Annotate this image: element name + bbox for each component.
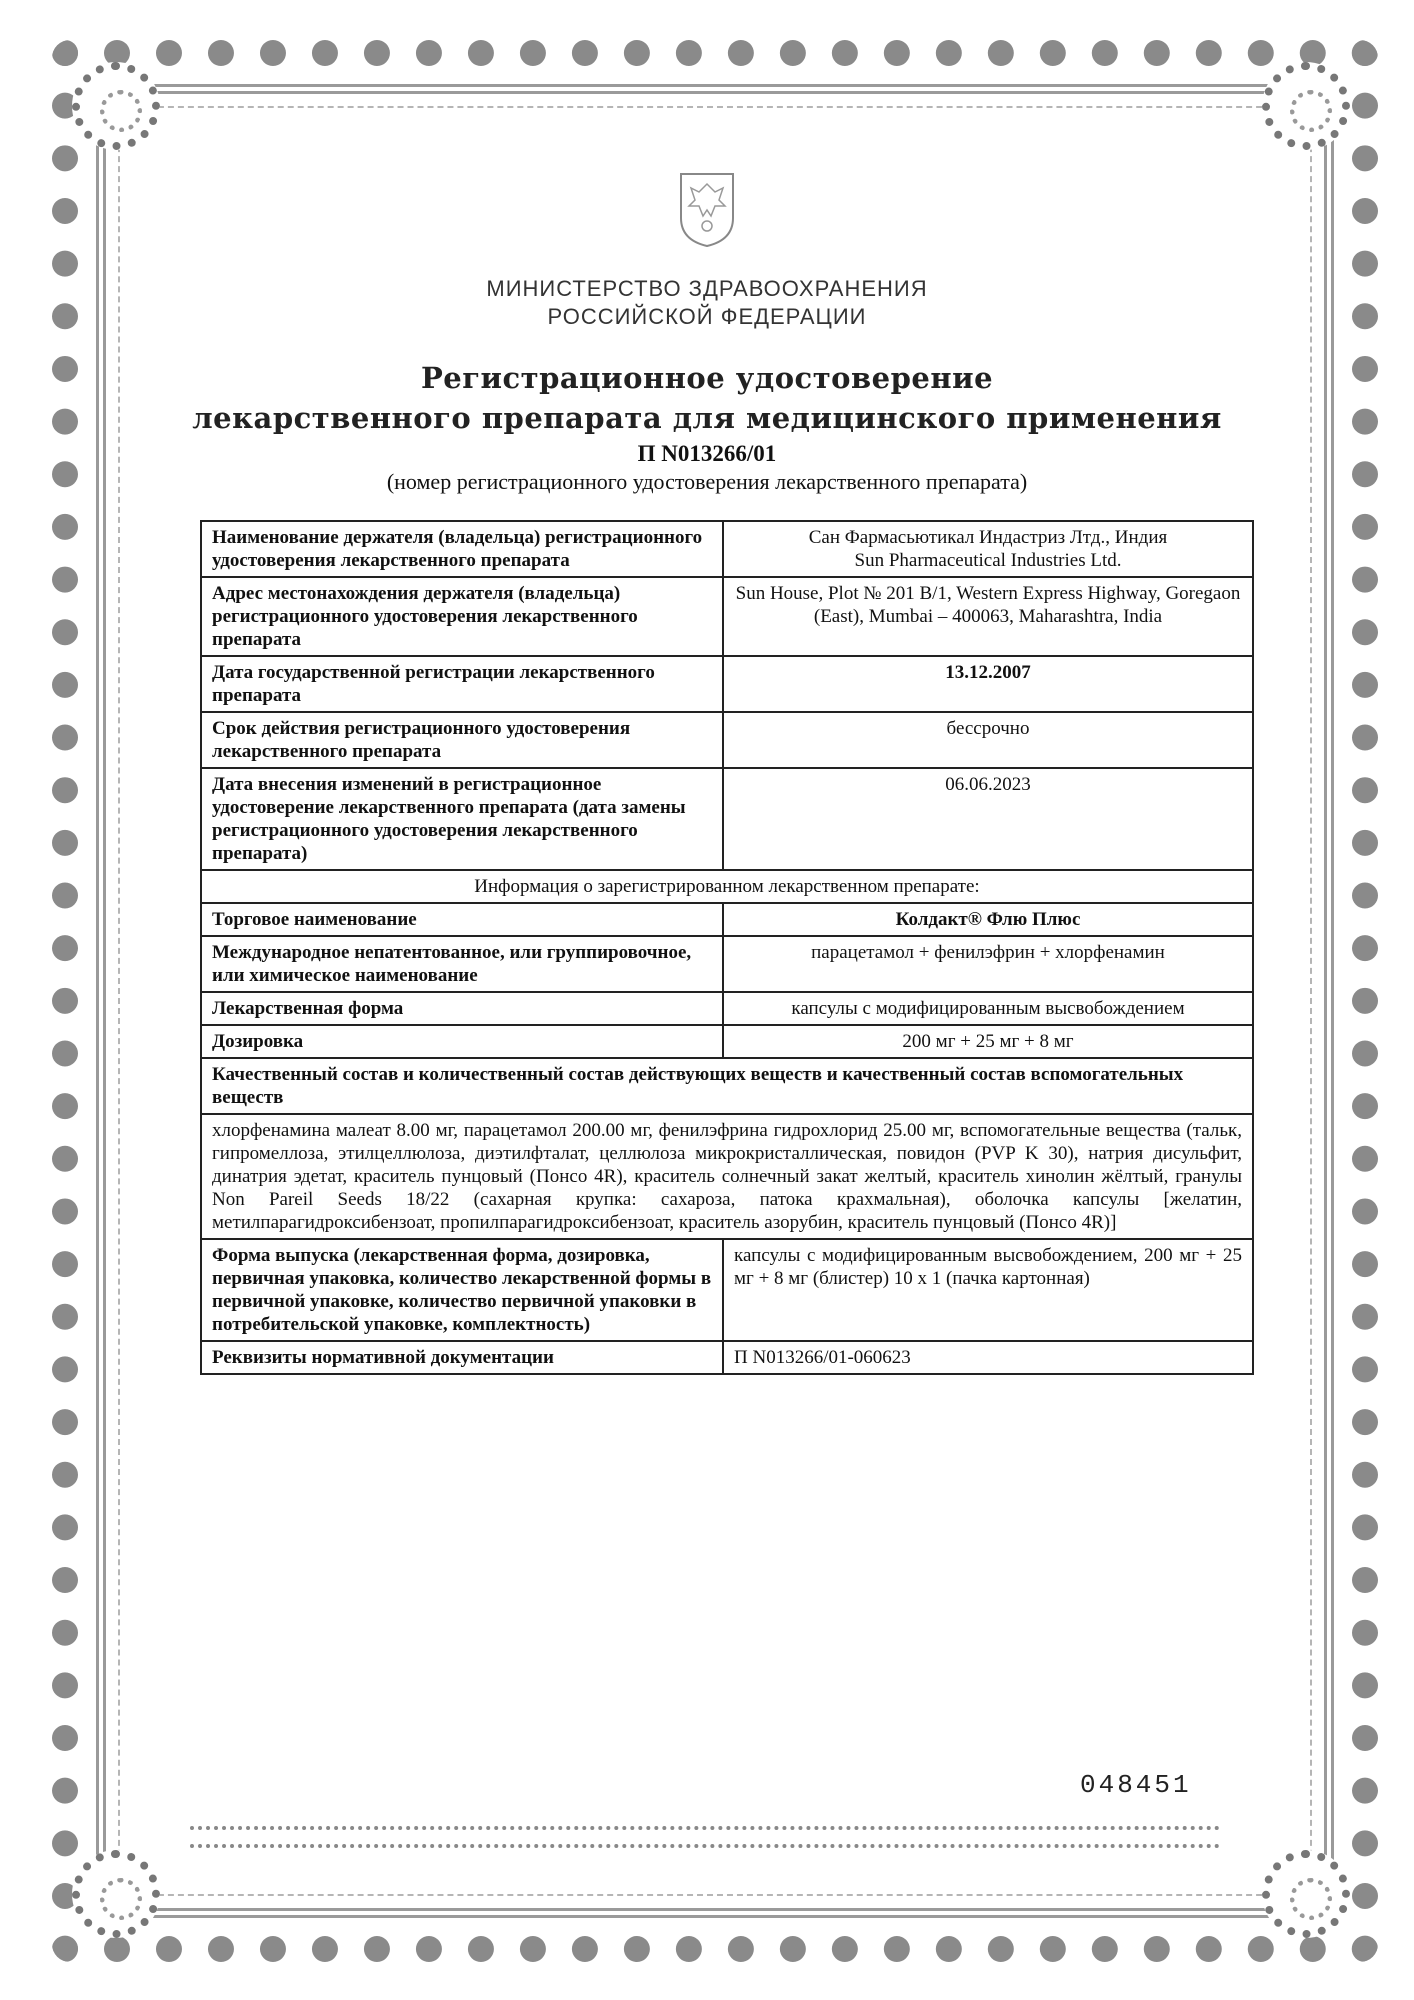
corner-rosette-icon bbox=[72, 62, 160, 150]
validity-label: Срок действия регистрационного удостоверения лекарственного препарата bbox=[201, 712, 723, 768]
form-value: капсулы с модифицированным высвобождением bbox=[723, 992, 1253, 1025]
inn-value: парацетамол + фенилэфрин + хлорфенамин bbox=[723, 936, 1253, 992]
holder-value bbox=[723, 521, 1253, 577]
registration-number-caption: (номер регистрационного удостоверения лекарственного препарата) bbox=[386, 469, 1028, 494]
table-row-change-date bbox=[201, 768, 1253, 870]
registration-number: П N013266/01 bbox=[637, 441, 777, 466]
corner-rosette-icon bbox=[1262, 1850, 1350, 1938]
change-date-value: 06.06.2023 bbox=[723, 768, 1253, 870]
trade-name-label: Торговое наименование bbox=[201, 903, 723, 936]
holder-name-ru: Сан Фармасьютикал Индастриз Лтд., Индия bbox=[808, 527, 1168, 548]
inn-label: Международное непатентованное, или группировочное, или химическое наименование bbox=[201, 936, 723, 992]
composition-value: хлорфенамина малеат 8.00 мг, парацетамол 200.00 мг, фенилэфрина гидрохлорид 25.00 мг, вспомогательные вещества (тальк, гипромеллоза, этилцеллюлоза, диэтилфталат, целлюлоза микрокристаллическая, повидон (PVP K 30), натрия дисульфит, динатрия эдетат, краситель пунцовый (Понсо 4R), краситель солнечный закат желтый, краситель хинолин жёлтый, гранулы Non Pareil Seeds 18/22 (сахарная крупка: сахароза, патока крахмальная), оболочка капсулы [желатин, метилпарагидроксибензоат, пропилпарагидроксибензоат, краситель азорубин, краситель пунцовый (Понсо 4R)] bbox=[201, 1114, 1253, 1239]
form-label: Лекарственная форма bbox=[201, 992, 723, 1025]
info-section-header: Информация о зарегистрированном лекарственном препарате: bbox=[201, 870, 1253, 903]
document-title-line2: лекарственного препарата для медицинского применения bbox=[192, 401, 1222, 435]
table-row-info-header bbox=[201, 870, 1253, 903]
corner-rosette-icon bbox=[1262, 62, 1350, 150]
table-row-release-form bbox=[201, 1239, 1253, 1341]
table-row-composition-value bbox=[201, 1114, 1253, 1239]
holder-name-en: Sun Pharmaceutical Industries Ltd. bbox=[854, 550, 1122, 571]
microtext-band bbox=[190, 1826, 1220, 1848]
table-row-address bbox=[201, 577, 1253, 656]
dosage-label: Дозировка bbox=[201, 1025, 723, 1058]
normative-label: Реквизиты нормативной документации bbox=[201, 1341, 723, 1374]
validity-value: бессрочно bbox=[723, 712, 1253, 768]
table-row-normative bbox=[201, 1341, 1253, 1374]
table-row-inn bbox=[201, 936, 1253, 992]
table-row-reg-date bbox=[201, 656, 1253, 712]
release-form-value: капсулы с модифицированным высвобождением, 200 мг + 25 мг + 8 мг (блистер) 10 x 1 (пачка картонная) bbox=[723, 1239, 1253, 1341]
reg-date-value: 13.12.2007 bbox=[723, 656, 1253, 712]
document-title-line1: Регистрационное удостоверение bbox=[420, 361, 994, 395]
dosage-value: 200 мг + 25 мг + 8 мг bbox=[723, 1025, 1253, 1058]
change-date-label: Дата внесения изменений в регистрационное удостоверение лекарственного препарата (дата замены регистрационного удостоверения лекарственного препарата) bbox=[201, 768, 723, 870]
reg-date-label: Дата государственной регистрации лекарственного препарата bbox=[201, 656, 723, 712]
holder-label: Наименование держателя (владельца) регистрационного удостоверения лекарственного препарата bbox=[201, 521, 723, 577]
ministry-name-line1: МИНИСТЕРСТВО ЗДРАВООХРАНЕНИЯ bbox=[486, 276, 928, 301]
coat-of-arms-icon bbox=[677, 170, 737, 248]
address-value: Sun House, Plot № 201 B/1, Western Express Highway, Goregaon (East), Mumbai – 400063, Maharashtra, India bbox=[723, 577, 1253, 656]
certificate-table bbox=[200, 520, 1254, 1375]
composition-label: Качественный состав и количественный состав действующих веществ и качественный состав вспомогательных веществ bbox=[201, 1058, 1253, 1114]
table-row-composition-label bbox=[201, 1058, 1253, 1114]
release-form-label: Форма выпуска (лекарственная форма, дозировка, первичная упаковка, количество лекарственной формы в первичной упаковке, количество первичной упаковки в потребительской упаковке, комплектность) bbox=[201, 1239, 723, 1341]
normative-value: П N013266/01-060623 bbox=[723, 1341, 1253, 1374]
table-row-dosage bbox=[201, 1025, 1253, 1058]
blank-serial-number: 048451 bbox=[1080, 1770, 1192, 1800]
table-row-holder bbox=[201, 521, 1253, 577]
trade-name-value: Колдакт® Флю Плюс bbox=[723, 903, 1253, 936]
address-label: Адрес местонахождения держателя (владельца) регистрационного удостоверения лекарственного препарата bbox=[201, 577, 723, 656]
ministry-name-line2: РОССИЙСКОЙ ФЕДЕРАЦИИ bbox=[547, 304, 867, 329]
table-row-form bbox=[201, 992, 1253, 1025]
table-row-validity bbox=[201, 712, 1253, 768]
corner-rosette-icon bbox=[72, 1850, 160, 1938]
table-row-trade-name bbox=[201, 903, 1253, 936]
